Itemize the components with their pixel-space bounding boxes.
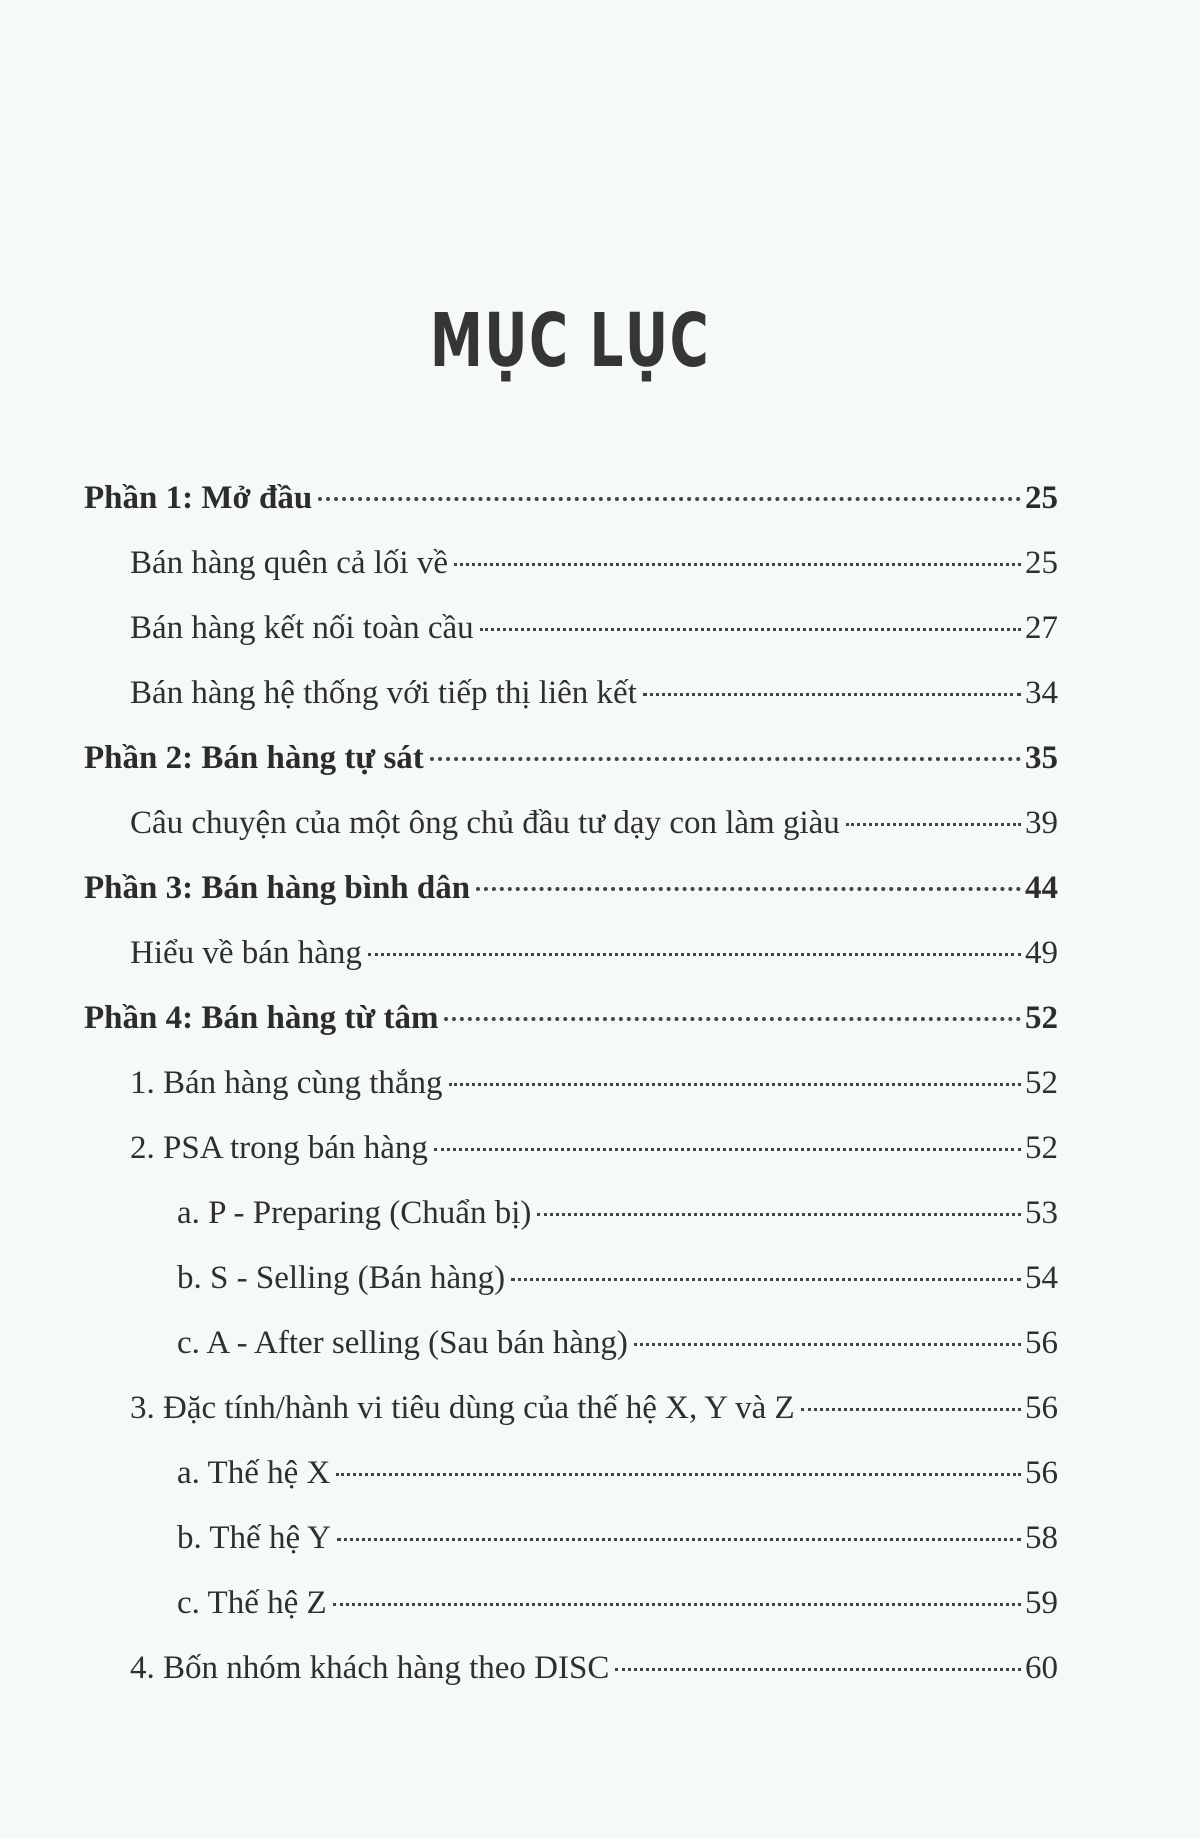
toc-entry-label: Bán hàng hệ thống với tiếp thị liên kết	[130, 675, 637, 711]
toc-entry-part-1[interactable]	[84, 475, 1058, 521]
toc-entry-page: 25	[1025, 545, 1058, 581]
dot-leader	[337, 1538, 1021, 1541]
toc-entry[interactable]	[130, 1125, 1058, 1171]
toc-entry-page: 52	[1025, 1130, 1058, 1166]
toc-entry-page: 49	[1025, 935, 1058, 971]
dot-leader	[449, 1083, 1021, 1086]
toc-entry[interactable]	[130, 800, 1058, 846]
toc-entry-page: 56	[1025, 1325, 1058, 1361]
toc-entry[interactable]	[130, 605, 1058, 651]
toc-entry[interactable]	[130, 1385, 1058, 1431]
toc-entry-page: 58	[1025, 1520, 1058, 1556]
toc-entry-page: 34	[1025, 675, 1058, 711]
dot-leader	[476, 887, 1021, 891]
toc-entry[interactable]	[130, 1060, 1058, 1106]
toc-entry-page: 52	[1025, 1065, 1058, 1101]
toc-entry-page: 56	[1025, 1455, 1058, 1491]
toc-entry-part-4[interactable]	[84, 995, 1058, 1041]
toc-entry-page: 60	[1025, 1650, 1058, 1686]
toc-entry-page: 56	[1025, 1390, 1058, 1426]
toc-entry[interactable]	[177, 1450, 1058, 1496]
toc-entry-page: 53	[1025, 1195, 1058, 1231]
toc-entry-page: 52	[1025, 1000, 1058, 1036]
toc-entry-page: 59	[1025, 1585, 1058, 1621]
dot-leader	[336, 1473, 1021, 1476]
dot-leader	[511, 1278, 1021, 1281]
toc-entry-label: Phần 4: Bán hàng từ tâm	[84, 1000, 439, 1036]
toc-entry-label: Bán hàng kết nối toàn cầu	[130, 610, 474, 646]
dot-leader	[480, 628, 1021, 631]
toc-entry[interactable]	[177, 1255, 1058, 1301]
toc-entry-label: b. S - Selling (Bán hàng)	[177, 1260, 506, 1296]
dot-leader	[368, 953, 1021, 956]
toc-entry[interactable]	[177, 1190, 1058, 1236]
toc-entry-label: Phần 3: Bán hàng bình dân	[84, 870, 471, 906]
dot-leader	[444, 1017, 1021, 1021]
dot-leader	[634, 1343, 1021, 1346]
toc-entry-label: 3. Đặc tính/hành vi tiêu dùng của thế hệ X, Y và Z	[130, 1390, 795, 1426]
toc-entry[interactable]	[130, 930, 1058, 976]
toc-entry-label: Phần 1: Mở đầu	[84, 480, 313, 516]
toc-entry-label: 4. Bốn nhóm khách hàng theo DISC	[130, 1650, 610, 1686]
dot-leader	[801, 1408, 1021, 1411]
toc-entry-part-3[interactable]	[84, 865, 1058, 911]
toc-entry[interactable]	[177, 1580, 1058, 1626]
toc-entry-page: 27	[1025, 610, 1058, 646]
dot-leader	[430, 757, 1021, 761]
toc-entry-label: b. Thế hệ Y	[177, 1520, 331, 1556]
toc-entry-page: 35	[1025, 740, 1058, 776]
toc-entry-label: Hiểu về bán hàng	[130, 935, 362, 971]
toc-entry-label: c. A - After selling (Sau bán hàng)	[177, 1325, 628, 1361]
toc-entry-page: 39	[1025, 805, 1058, 841]
dot-leader	[454, 563, 1021, 566]
dot-leader	[615, 1668, 1021, 1671]
dot-leader	[434, 1148, 1021, 1151]
toc-entry[interactable]	[177, 1515, 1058, 1561]
dot-leader	[846, 823, 1021, 826]
toc-entry[interactable]	[130, 1645, 1058, 1691]
dot-leader	[643, 693, 1021, 696]
dot-leader	[537, 1213, 1021, 1216]
toc-entry-label: Câu chuyện của một ông chủ đầu tư dạy con làm giàu	[130, 805, 840, 841]
toc-entry-page: 25	[1025, 480, 1058, 516]
toc-entry-page: 44	[1025, 870, 1058, 906]
toc-entry-page: 54	[1025, 1260, 1058, 1296]
toc-entry-label: Bán hàng quên cả lối về	[130, 545, 448, 581]
toc-entry[interactable]	[130, 540, 1058, 586]
toc-entry[interactable]	[130, 670, 1058, 716]
toc-entry-label: 2. PSA trong bán hàng	[130, 1130, 428, 1166]
toc-entry-label: a. P - Preparing (Chuẩn bị)	[177, 1195, 532, 1231]
dot-leader	[318, 497, 1021, 501]
toc-entry-label: c. Thế hệ Z	[177, 1585, 327, 1621]
toc-entry-label: Phần 2: Bán hàng tự sát	[84, 740, 424, 776]
toc-entry-label: 1. Bán hàng cùng thắng	[130, 1065, 443, 1101]
toc-entry-label: a. Thế hệ X	[177, 1455, 331, 1491]
dot-leader	[333, 1603, 1021, 1606]
toc-entry[interactable]	[177, 1320, 1058, 1366]
toc-entry-part-2[interactable]	[84, 735, 1058, 781]
page-title: MỤC LỤC	[429, 298, 711, 384]
